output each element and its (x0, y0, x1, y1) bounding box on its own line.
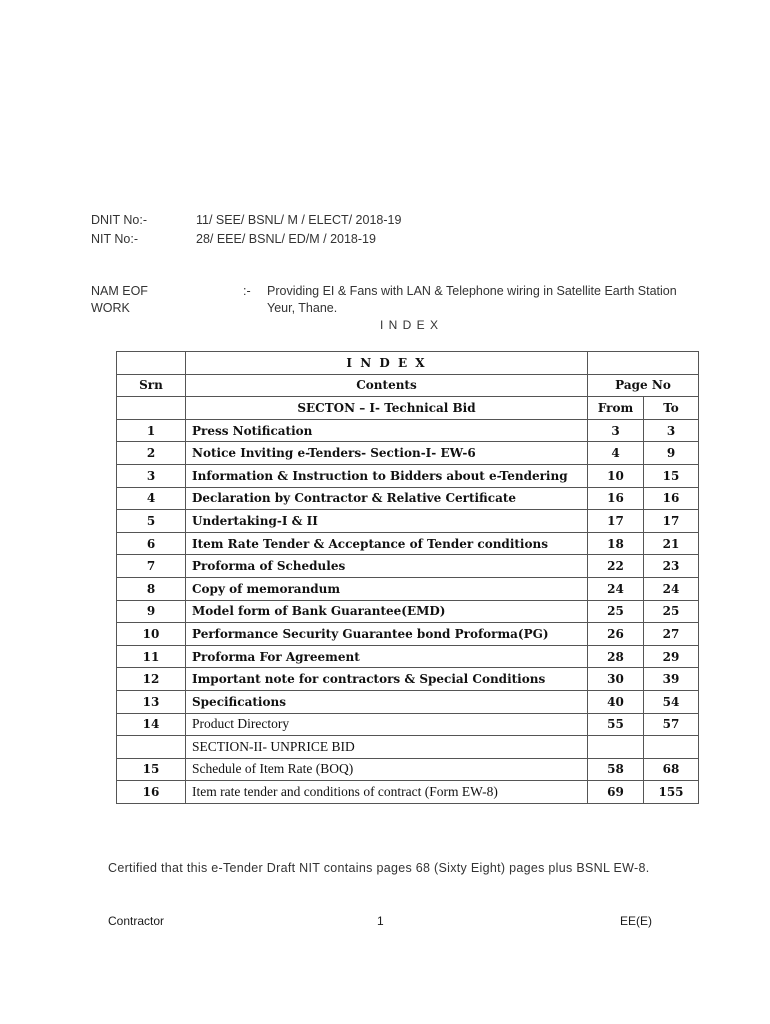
table-header-row (117, 374, 699, 397)
table-row (117, 781, 699, 804)
row-page-to: 3 (644, 419, 699, 442)
row-page-from: 16 (588, 487, 644, 510)
col-srn: Srn (117, 374, 186, 397)
row-page-from: 30 (588, 668, 644, 691)
table-row (117, 577, 699, 600)
row-page-from: 3 (588, 419, 644, 442)
row-page-to: 27 (644, 623, 699, 646)
section2-blank-to (644, 736, 699, 759)
row-content: Proforma For Agreement (186, 645, 588, 668)
row-srn: 14 (117, 713, 186, 736)
row-page-to: 16 (644, 487, 699, 510)
row-page-from: 69 (588, 781, 644, 804)
row-srn: 4 (117, 487, 186, 510)
nit-label: NIT No:- (91, 232, 138, 246)
row-page-from: 55 (588, 713, 644, 736)
row-page-from: 28 (588, 645, 644, 668)
nit-value: 28/ EEE/ BSNL/ ED/M / 2018-19 (196, 232, 376, 246)
table-row (117, 668, 699, 691)
row-page-to: 17 (644, 510, 699, 533)
dnit-label: DNIT No:- (91, 213, 148, 227)
table-row (117, 758, 699, 781)
table-row (117, 442, 699, 465)
row-content: Press Notification (186, 419, 588, 442)
row-srn: 3 (117, 464, 186, 487)
table-row (117, 464, 699, 487)
section2-blank-from (588, 736, 644, 759)
row-page-to: 15 (644, 464, 699, 487)
row-content: Model form of Bank Guarantee(EMD) (186, 600, 588, 623)
col-from: From (588, 397, 644, 420)
dnit-value: 11/ SEE/ BSNL/ M / ELECT/ 2018-19 (196, 213, 402, 227)
row-page-from: 40 (588, 690, 644, 713)
row-srn: 11 (117, 645, 186, 668)
certified-note: Certified that this e-Tender Draft NIT contains pages 68 (Sixty Eight) pages plus BSNL EW-8. (108, 861, 650, 875)
row-content: Important note for contractors & Special Conditions (186, 668, 588, 691)
name-of-work-value-1: Providing EI & Fans with LAN & Telephone wiring in Satellite Earth Station (267, 284, 677, 298)
row-page-from: 26 (588, 623, 644, 646)
row-page-from: 24 (588, 577, 644, 600)
name-of-work-value-2: Yeur, Thane. (267, 301, 338, 315)
table-title-blank (117, 352, 186, 375)
row-content: Item rate tender and conditions of contract (Form EW-8) (186, 781, 588, 804)
name-of-work-separator: :- (243, 284, 251, 298)
row-srn: 13 (117, 690, 186, 713)
col-page-no: Page No (588, 374, 699, 397)
table-row (117, 645, 699, 668)
row-page-to: 39 (644, 668, 699, 691)
table-title-blank-right (588, 352, 699, 375)
row-srn: 2 (117, 442, 186, 465)
row-page-to: 24 (644, 577, 699, 600)
row-page-from: 58 (588, 758, 644, 781)
row-srn: 7 (117, 555, 186, 578)
section1-blank (117, 397, 186, 420)
row-srn: 12 (117, 668, 186, 691)
row-content: Copy of memorandum (186, 577, 588, 600)
table-row (117, 555, 699, 578)
row-content: Product Directory (186, 713, 588, 736)
row-page-from: 4 (588, 442, 644, 465)
row-content: Item Rate Tender & Acceptance of Tender conditions (186, 532, 588, 555)
row-srn: 1 (117, 419, 186, 442)
row-page-to: 21 (644, 532, 699, 555)
row-srn: 15 (117, 758, 186, 781)
row-page-to: 29 (644, 645, 699, 668)
row-page-from: 25 (588, 600, 644, 623)
footer-page-number: 1 (377, 914, 384, 928)
section2-title: SECTION-II- UNPRICE BID (186, 736, 588, 759)
row-page-from: 10 (588, 464, 644, 487)
col-to: To (644, 397, 699, 420)
row-page-to: 23 (644, 555, 699, 578)
row-page-to: 9 (644, 442, 699, 465)
row-srn: 16 (117, 781, 186, 804)
row-content: Specifications (186, 690, 588, 713)
row-srn: 8 (117, 577, 186, 600)
row-srn: 6 (117, 532, 186, 555)
row-page-to: 155 (644, 781, 699, 804)
table-row (117, 713, 699, 736)
section2-row (117, 736, 699, 759)
row-srn: 9 (117, 600, 186, 623)
table-row (117, 690, 699, 713)
name-of-work-label-1: NAM EOF (91, 284, 148, 298)
row-content: Undertaking-I & II (186, 510, 588, 533)
name-of-work-label-2: WORK (91, 301, 130, 315)
table-row (117, 510, 699, 533)
row-content: Performance Security Guarantee bond Proforma(PG) (186, 623, 588, 646)
row-content: Notice Inviting e-Tenders- Section-I- EW-6 (186, 442, 588, 465)
table-row (117, 419, 699, 442)
index-table (116, 351, 699, 804)
footer-right: EE(E) (620, 914, 653, 928)
row-content: Schedule of Item Rate (BOQ) (186, 758, 588, 781)
index-caption: I N D E X (380, 318, 440, 332)
col-contents: Contents (186, 374, 588, 397)
row-page-to: 54 (644, 690, 699, 713)
row-page-to: 57 (644, 713, 699, 736)
section1-title: SECTON – I- Technical Bid (186, 397, 588, 420)
table-row (117, 532, 699, 555)
table-row (117, 487, 699, 510)
row-content: Proforma of Schedules (186, 555, 588, 578)
table-row (117, 623, 699, 646)
row-page-to: 25 (644, 600, 699, 623)
row-content: Declaration by Contractor & Relative Certificate (186, 487, 588, 510)
footer-left: Contractor (108, 914, 165, 928)
table-row (117, 600, 699, 623)
row-content: Information & Instruction to Bidders about e-Tendering (186, 464, 588, 487)
table-title: I N D E X (186, 352, 588, 375)
row-srn: 10 (117, 623, 186, 646)
row-page-from: 18 (588, 532, 644, 555)
row-page-to: 68 (644, 758, 699, 781)
table-title-row (117, 352, 699, 375)
section2-blank (117, 736, 186, 759)
row-page-from: 17 (588, 510, 644, 533)
section1-row (117, 397, 699, 420)
row-page-from: 22 (588, 555, 644, 578)
row-srn: 5 (117, 510, 186, 533)
